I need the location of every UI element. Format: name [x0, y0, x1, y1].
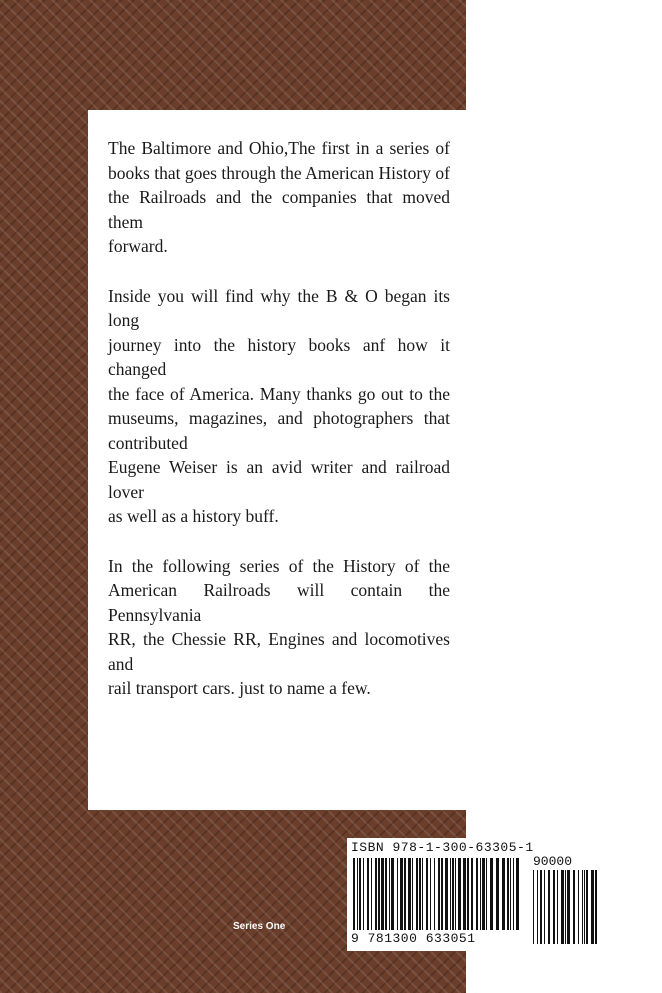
barcode-bar	[458, 858, 461, 930]
barcode-bar	[357, 858, 358, 930]
barcode-bar	[430, 858, 431, 930]
barcode-bar	[422, 858, 423, 930]
text-line: books that goes through the American History of	[108, 162, 450, 183]
barcode-bar	[513, 858, 514, 930]
barcode-bar	[371, 858, 372, 930]
barcode-bar	[359, 858, 361, 930]
series-label: Series One	[233, 921, 286, 932]
barcode-bar	[582, 870, 583, 944]
text-line: RR, the Chessie RR, Engines and locomotives and	[108, 629, 450, 674]
barcode-bar	[586, 870, 588, 944]
text-line: the face of America. Many thanks go out to the	[108, 383, 450, 404]
text-line: Inside you will find why the B & O began its long	[108, 285, 450, 330]
barcode-bar	[400, 858, 403, 930]
text-line: the Railroads and the companies that moved them	[108, 187, 450, 232]
barcode-bar	[565, 870, 566, 944]
barcode-bar	[476, 858, 478, 930]
barcode	[347, 838, 602, 951]
barcode-bar	[496, 858, 499, 930]
barcode-bar	[404, 858, 406, 930]
paragraph-inside	[108, 284, 450, 529]
barcode-bar	[578, 870, 579, 944]
text-line: In the following series of the History of the	[108, 555, 450, 576]
barcode-bar	[544, 870, 545, 944]
barcode-bar	[452, 858, 454, 930]
barcode-bar	[591, 870, 594, 944]
barcode-bar	[533, 870, 534, 944]
barcode-bar	[378, 858, 380, 930]
barcode-bar	[537, 870, 538, 944]
barcode-bar	[467, 858, 469, 930]
barcode-bar	[553, 870, 555, 944]
barcode-bar	[445, 858, 448, 930]
barcode-bar	[419, 858, 421, 930]
barcode-bar	[567, 870, 570, 944]
barcode-bar	[426, 858, 428, 930]
ean-digits: 9 781300 633051	[351, 931, 476, 946]
barcode-bar	[463, 858, 466, 930]
isbn-text: ISBN 978-1-300-63305-1	[351, 840, 534, 855]
barcode-bar	[397, 858, 398, 930]
barcode-bar	[455, 858, 456, 930]
text-line: forward.	[108, 236, 168, 256]
barcode-bar	[434, 858, 435, 930]
barcode-bar	[353, 858, 355, 930]
barcode-bar	[412, 858, 413, 930]
barcode-bar	[363, 858, 364, 930]
barcode-bar	[516, 858, 519, 930]
barcode-bar	[561, 870, 564, 944]
barcode-bar	[381, 858, 384, 930]
paragraph-series	[108, 554, 450, 701]
paragraph-intro	[108, 136, 450, 259]
barcode-bar	[385, 858, 387, 930]
barcode-bar	[507, 858, 509, 930]
text-line: museums, magazines, and photographers that	[108, 408, 450, 428]
barcode-bar	[486, 858, 487, 930]
barcode-bar	[438, 858, 440, 930]
barcode-bar	[471, 858, 473, 930]
barcode-bar	[502, 858, 505, 930]
barcode-bar	[375, 858, 377, 930]
barcode-bar	[480, 858, 481, 930]
description-panel	[88, 110, 466, 810]
barcode-bar	[450, 858, 451, 930]
barcode-bar	[573, 870, 575, 944]
barcode-bar	[391, 858, 394, 930]
barcode-bar	[490, 858, 493, 930]
barcode-bar	[557, 870, 558, 944]
text-line: contributed	[108, 432, 188, 453]
text-line: as well as a history buff.	[108, 506, 279, 526]
barcode-bar	[595, 870, 597, 944]
text-line: rail transport cars. just to name a few.	[108, 678, 371, 698]
barcode-bar	[548, 870, 550, 944]
barcode-bar	[441, 858, 443, 930]
barcode-bar	[482, 858, 485, 930]
price-code: 90000	[533, 854, 573, 869]
barcode-bar	[389, 858, 390, 930]
barcode-bar	[510, 858, 511, 930]
barcode-bar	[367, 858, 369, 930]
text-line: journey into the history books anf how it changed	[108, 334, 450, 379]
barcode-bar	[584, 870, 585, 944]
barcode-bar	[540, 870, 542, 944]
text-line: Eugene Weiser is an avid writer and railroad lover	[108, 457, 450, 502]
barcode-bar	[408, 858, 411, 930]
text-line: American Railroads will contain the Pennsylvania	[108, 580, 450, 625]
barcode-bar	[416, 858, 418, 930]
text-line: The Baltimore and Ohio,The first in a series of	[108, 138, 450, 158]
